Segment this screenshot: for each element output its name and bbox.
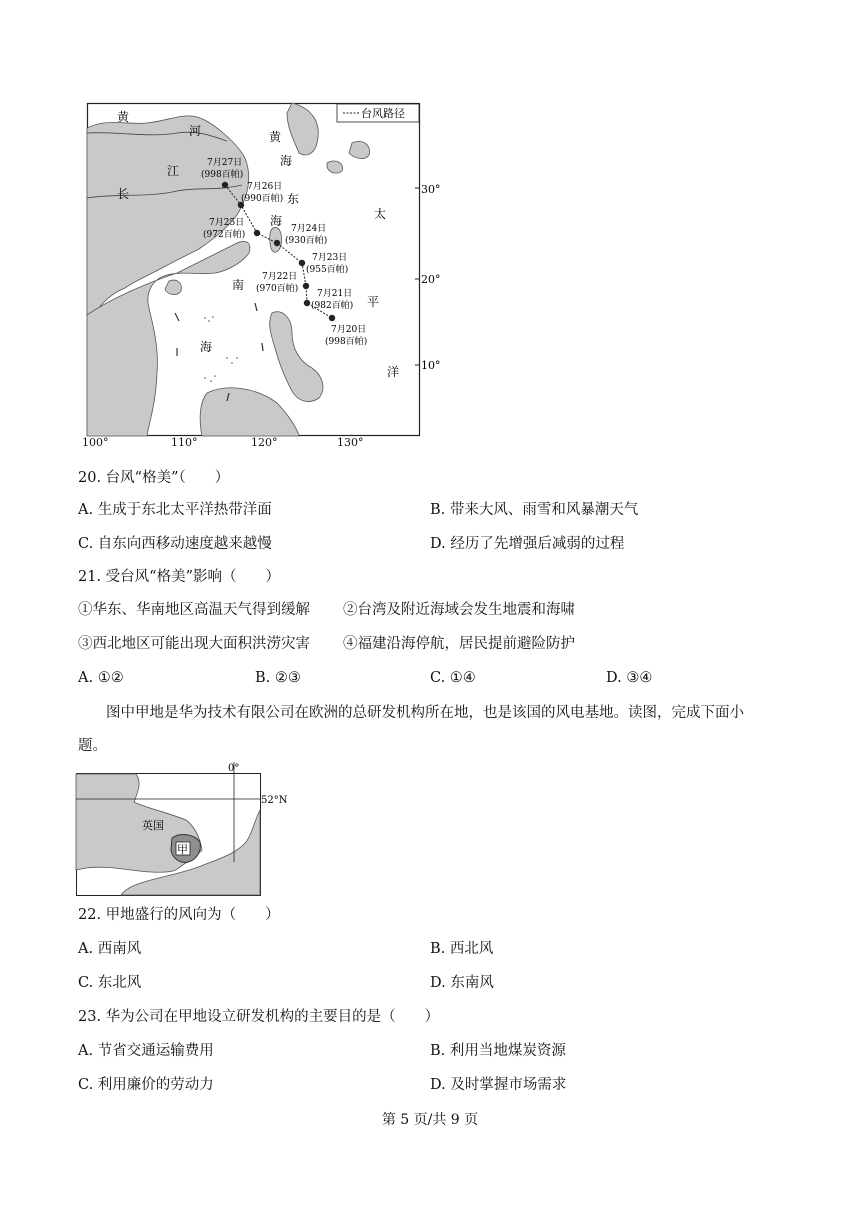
lat-tick-20: 20° — [421, 273, 441, 286]
q21-statement-4: ④福建沿海停航，居民提前避险防护 — [343, 636, 575, 652]
track-pressure-0725: (972百帕) — [203, 230, 246, 240]
label-donghai-1: 东 — [287, 192, 300, 206]
track-pressure-0720: (998百帕) — [325, 337, 368, 347]
lon-tick-130: 130° — [337, 436, 364, 449]
label-jiang: 江 — [167, 164, 180, 178]
country-label: 英国 — [142, 819, 164, 832]
lon-tick-120: 120° — [251, 436, 278, 449]
q20-option-a: A. 生成于东北太平洋热带洋面 — [78, 502, 272, 518]
lon-tick-100: 100° — [82, 436, 109, 449]
q23-option-a: A. 节省交通运输费用 — [78, 1043, 214, 1059]
legend-label: 台风路径 — [361, 107, 405, 120]
track-date-0724: 7月24日 — [291, 224, 327, 234]
uk-map — [76, 762, 286, 896]
label-yang: 洋 — [387, 365, 400, 379]
q22-option-a: A. 西南风 — [78, 941, 142, 957]
q21-statement-3: ③西北地区可能出现大面积洪涝灾害 — [78, 636, 310, 652]
track-date-0722: 7月22日 — [262, 272, 298, 282]
q21-option-a: A. ①② — [78, 670, 124, 686]
track-date-0727: 7月27日 — [207, 158, 243, 168]
q21-statement-2: ②台湾及附近海域会发生地震和海啸 — [343, 602, 575, 618]
q22-option-d: D. 东南风 — [430, 975, 494, 991]
typhoon-track-map — [87, 103, 441, 436]
label-huang: 黄 — [117, 110, 130, 124]
intro-line-2: 题。 — [78, 738, 107, 754]
track-date-0725: 7月25日 — [209, 218, 245, 228]
label-tai: 太 — [374, 207, 387, 221]
track-date-0721: 7月21日 — [317, 289, 353, 299]
parallel-label: 52°N — [261, 795, 288, 806]
label-he: 河 — [189, 124, 202, 138]
q23-option-d: D. 及时掌握市场需求 — [430, 1077, 567, 1093]
lat-tick-30: 30° — [421, 183, 441, 196]
q20-option-c: C. 自东向西移动速度越来越慢 — [78, 536, 272, 552]
label-huanghai-1: 黄 — [269, 130, 282, 144]
label-ping: 平 — [367, 295, 380, 309]
q20-option-d: D. 经历了先增强后减弱的过程 — [430, 536, 625, 552]
track-date-0720: 7月20日 — [331, 325, 367, 335]
label-chang: 长 — [117, 187, 130, 201]
q21-option-c: C. ①④ — [430, 670, 476, 686]
q23-option-b: B. 利用当地煤炭资源 — [430, 1043, 566, 1059]
q21-stem: 21. 受台风“格美”影响（ ） — [78, 569, 280, 585]
q20-option-b: B. 带来大风、雨雪和风暴潮天气 — [430, 502, 639, 518]
q21-option-b: B. ②③ — [255, 670, 301, 686]
q20-stem: 20. 台风“格美”（ ） — [78, 470, 230, 486]
track-pressure-0727: (998百帕) — [201, 170, 244, 180]
track-pressure-0721: (982百帕) — [311, 301, 354, 311]
lat-tick-10: 10° — [421, 359, 441, 372]
label-hai: 海 — [200, 340, 213, 354]
track-date-0726: 7月26日 — [247, 182, 283, 192]
q21-statement-1: ①华东、华南地区高温天气得到缓解 — [78, 602, 310, 618]
q22-stem: 22. 甲地盛行的风向为（ ） — [78, 907, 280, 923]
label-nan: 南 — [232, 278, 245, 292]
q21-option-d: D. ③④ — [606, 670, 653, 686]
q23-option-c: C. 利用廉价的劳动力 — [78, 1077, 214, 1093]
q22-option-b: B. 西北风 — [430, 941, 494, 957]
q23-stem: 23. 华为公司在甲地设立研发机构的主要目的是（ ） — [78, 1009, 440, 1025]
page-footer: 第 5 页/共 9 页 — [381, 1112, 479, 1128]
lon-tick-110: 110° — [171, 436, 198, 449]
meridian-label: 0° — [228, 763, 240, 774]
label-donghai-2: 海 — [270, 214, 283, 228]
track-pressure-0726: (990百帕) — [241, 194, 284, 204]
track-pressure-0724: (930百帕) — [285, 236, 328, 246]
track-pressure-0722: (970百帕) — [256, 284, 299, 294]
track-date-0723: 7月23日 — [312, 253, 348, 263]
track-pressure-0723: (955百帕) — [306, 265, 349, 275]
site-jia-label: 甲 — [177, 843, 188, 856]
q22-option-c: C. 东北风 — [78, 975, 142, 991]
intro-line-1: 图中甲地是华为技术有限公司在欧洲的总研发机构所在地，也是该国的风电基地。读图，完成下面小 — [106, 705, 744, 721]
label-huanghai-2: 海 — [280, 154, 293, 168]
